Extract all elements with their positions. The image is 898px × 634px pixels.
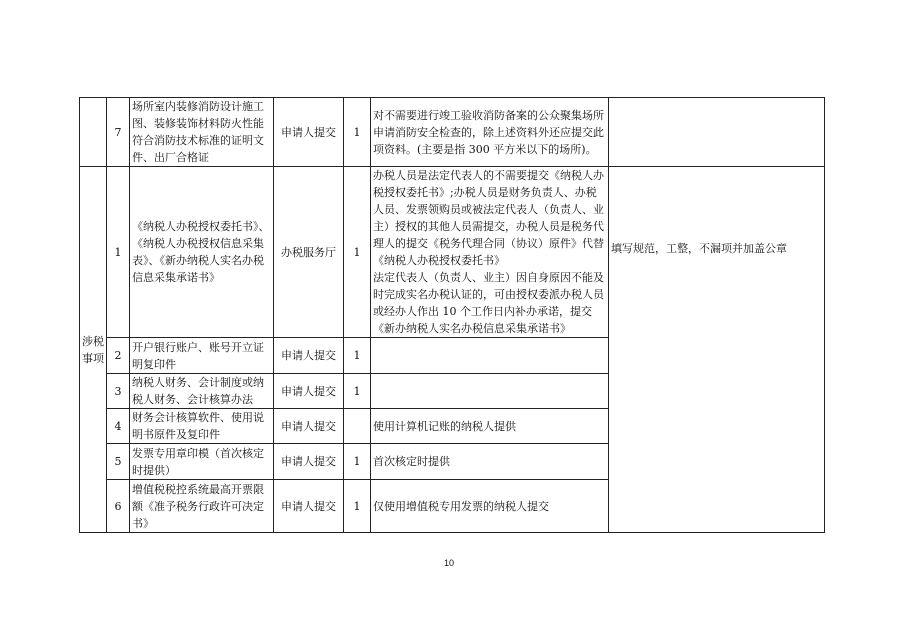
source-cell: 申请人提交	[274, 444, 344, 480]
row-number: 5	[107, 444, 130, 480]
requirement-cell	[609, 98, 825, 167]
material-cell: 纳税人财务、会计制度或纳税人财务、会计核算办法	[130, 374, 274, 409]
material-cell: 场所室内装修消防设计施工图、装修装饰材料防火性能符合消防技术标准的证明文件、出厂合格证	[130, 98, 274, 167]
page-number: 10	[443, 558, 454, 568]
copies-cell: 1	[344, 167, 371, 338]
row-number: 2	[107, 338, 130, 374]
category-cell: 涉税事项	[80, 167, 107, 533]
note-cell: 仅使用增值税专用发票的纳税人提交	[371, 480, 609, 533]
table-row	[80, 98, 825, 167]
note-cell	[371, 374, 609, 409]
note-cell: 使用计算机记账的纳税人提供	[371, 409, 609, 444]
note-cell	[371, 338, 609, 374]
material-cell: 《纳税人办税授权委托书》、《纳税人办税授权信息采集表》、《新办纳税人实名办税信息采集承诺书》	[130, 167, 274, 338]
note-cell: 首次核定时提供	[371, 444, 609, 480]
copies-cell: 1	[344, 480, 371, 533]
row-number: 7	[107, 98, 130, 167]
material-cell: 开户银行账户、账号开立证明复印件	[130, 338, 274, 374]
copies-cell: 1	[344, 98, 371, 167]
source-cell: 申请人提交	[274, 480, 344, 533]
source-cell: 办税服务厅	[274, 167, 344, 338]
row-number: 3	[107, 374, 130, 409]
copies-cell: 1	[344, 338, 371, 374]
category-cell-empty	[80, 98, 107, 167]
source-cell: 申请人提交	[274, 338, 344, 374]
copies-cell: 1	[344, 444, 371, 480]
source-cell: 申请人提交	[274, 374, 344, 409]
source-cell: 申请人提交	[274, 409, 344, 444]
row-number: 1	[107, 167, 130, 338]
table-row	[80, 167, 825, 338]
material-cell: 发票专用章印模（首次核定时提供）	[130, 444, 274, 480]
note-cell: 对不需要进行竣工验收消防备案的公众聚集场所申请消防安全检查的，除上述资料外还应提交此项资料。(主要是指 300 平方米以下的场所)。	[371, 98, 609, 167]
copies-cell: 1	[344, 374, 371, 409]
material-cell: 财务会计核算软件、使用说明书原件及复印件	[130, 409, 274, 444]
materials-table	[79, 97, 825, 533]
copies-cell	[344, 409, 371, 444]
note-cell: 办税人员是法定代表人的不需要提交《纳税人办税授权委托书》;办税人员是财务负责人、办税人员、发票领购员或被法定代表人（负责人、业主）授权的其他人员需提交，办税人员是税务代理人的提交《税务代理合同（协议）原件》代替《纳税人办税授权委托书》 法定代表人（负责人、业主）因自身原因不能及时完成实名办税认证的，可由授权委派办税人员或经办人作出 10 个工作日内补办承诺，提交《新办纳税人实名办税信息采集承诺书》	[371, 167, 609, 338]
material-cell: 增值税税控系统最高开票限额《准予税务行政许可决定书》	[130, 480, 274, 533]
requirement-cell: 填写规范，工整，不漏项并加盖公章	[609, 167, 825, 533]
row-number: 6	[107, 480, 130, 533]
row-number: 4	[107, 409, 130, 444]
source-cell: 申请人提交	[274, 98, 344, 167]
